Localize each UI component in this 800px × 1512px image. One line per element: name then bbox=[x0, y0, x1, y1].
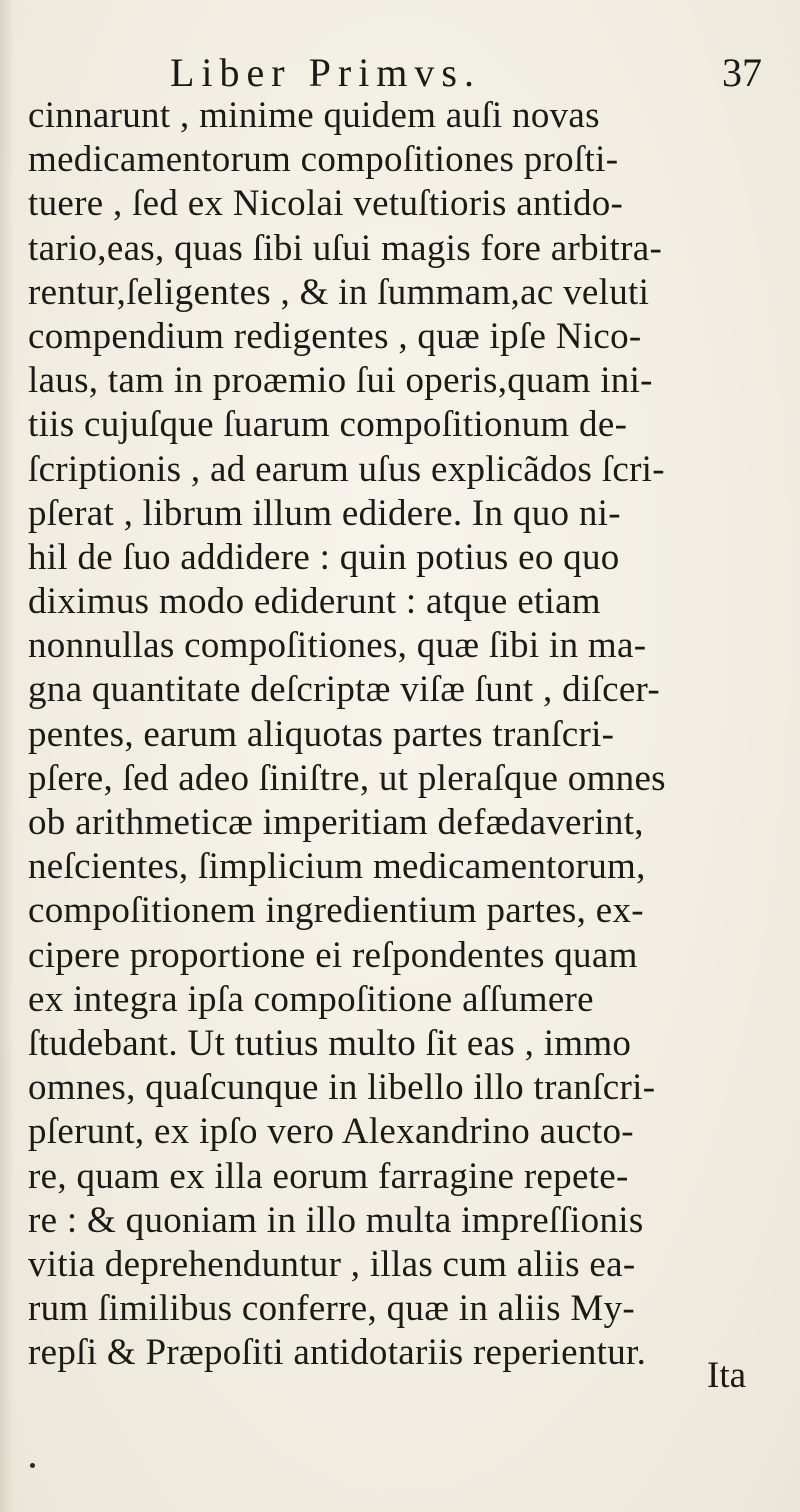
text-line: ſtudebant. Ut tutius multo ſit eas , immo bbox=[28, 1022, 632, 1064]
text-line: rentur,ſeligentes , & in ſummam,ac veluti bbox=[28, 271, 650, 313]
text-line: re, quam ex illa eorum farragine repete- bbox=[28, 1155, 629, 1197]
ink-speck bbox=[30, 1463, 35, 1468]
text-line: rum ſimilibus conferre, quæ in aliis My- bbox=[28, 1288, 635, 1330]
text-line: compoſitionem ingredientium partes, ex- bbox=[28, 890, 644, 932]
text-line: cipere proportione ei reſpondentes quam bbox=[28, 934, 638, 976]
text-line: ex integra ipſa compoſitione aſſumere bbox=[28, 978, 594, 1020]
text-line: pſere, ſed adeo ſiniſtre, ut pleraſque omnes bbox=[28, 757, 666, 799]
text-line: re : & quoniam in illo multa impreſſionis bbox=[28, 1199, 644, 1241]
text-line: diximus modo ediderunt : atque etiam bbox=[28, 581, 601, 623]
body-text bbox=[28, 94, 778, 1375]
text-line: gna quantitate deſcriptæ viſæ ſunt , diſcer- bbox=[28, 669, 661, 711]
text-line: laus, tam in proæmio ſui operis,quam ini- bbox=[28, 360, 653, 402]
text-line: pſerunt, ex ipſo vero Alexandrino aucto- bbox=[28, 1111, 634, 1153]
text-line: tario,eas, quas ſibi uſui magis fore arbitra- bbox=[28, 227, 663, 269]
text-line: hil de ſuo addidere : quin potius eo quo bbox=[28, 536, 620, 578]
text-line: pſerat , librum illum edidere. In quo ni- bbox=[28, 492, 621, 534]
text-line: compendium redigentes , quæ ipſe Nico- bbox=[28, 315, 642, 357]
text-line: ob arithmeticæ imperitiam defædaverint, bbox=[28, 802, 644, 843]
page-gutter-shadow bbox=[0, 0, 14, 1512]
text-line: neſcientes, ſimplicium medicamentorum, bbox=[28, 846, 646, 888]
text-line: vitia deprehenduntur , illas cum aliis ea- bbox=[28, 1243, 636, 1285]
text-line: ſcriptionis , ad earum uſus explicãdos ſcri- bbox=[28, 448, 665, 490]
text-line: repſi & Præpoſiti antidotariis reperientur. bbox=[28, 1332, 647, 1374]
text-line: cinnarunt , minime quidem auſi novas bbox=[28, 95, 600, 136]
running-head: Liber Primvs. bbox=[170, 50, 481, 95]
text-line: medicamentorum compoſitiones proſti- bbox=[28, 139, 619, 181]
page-header bbox=[170, 48, 790, 98]
text-line: nonnullas compoſitiones, quæ ſibi in ma- bbox=[28, 625, 647, 667]
text-line: omnes, quaſcunque in libello illo tranſcri- bbox=[28, 1067, 656, 1109]
catchword: Ita bbox=[707, 1355, 747, 1396]
text-line: tiis cujuſque ſuarum compoſitionum de- bbox=[28, 404, 628, 446]
text-line: tuere , ſed ex Nicolai vetuſtioris antido- bbox=[28, 183, 624, 225]
text-line: pentes, earum aliquotas partes tranſcri- bbox=[28, 713, 615, 755]
page-number: 37 bbox=[722, 50, 762, 95]
